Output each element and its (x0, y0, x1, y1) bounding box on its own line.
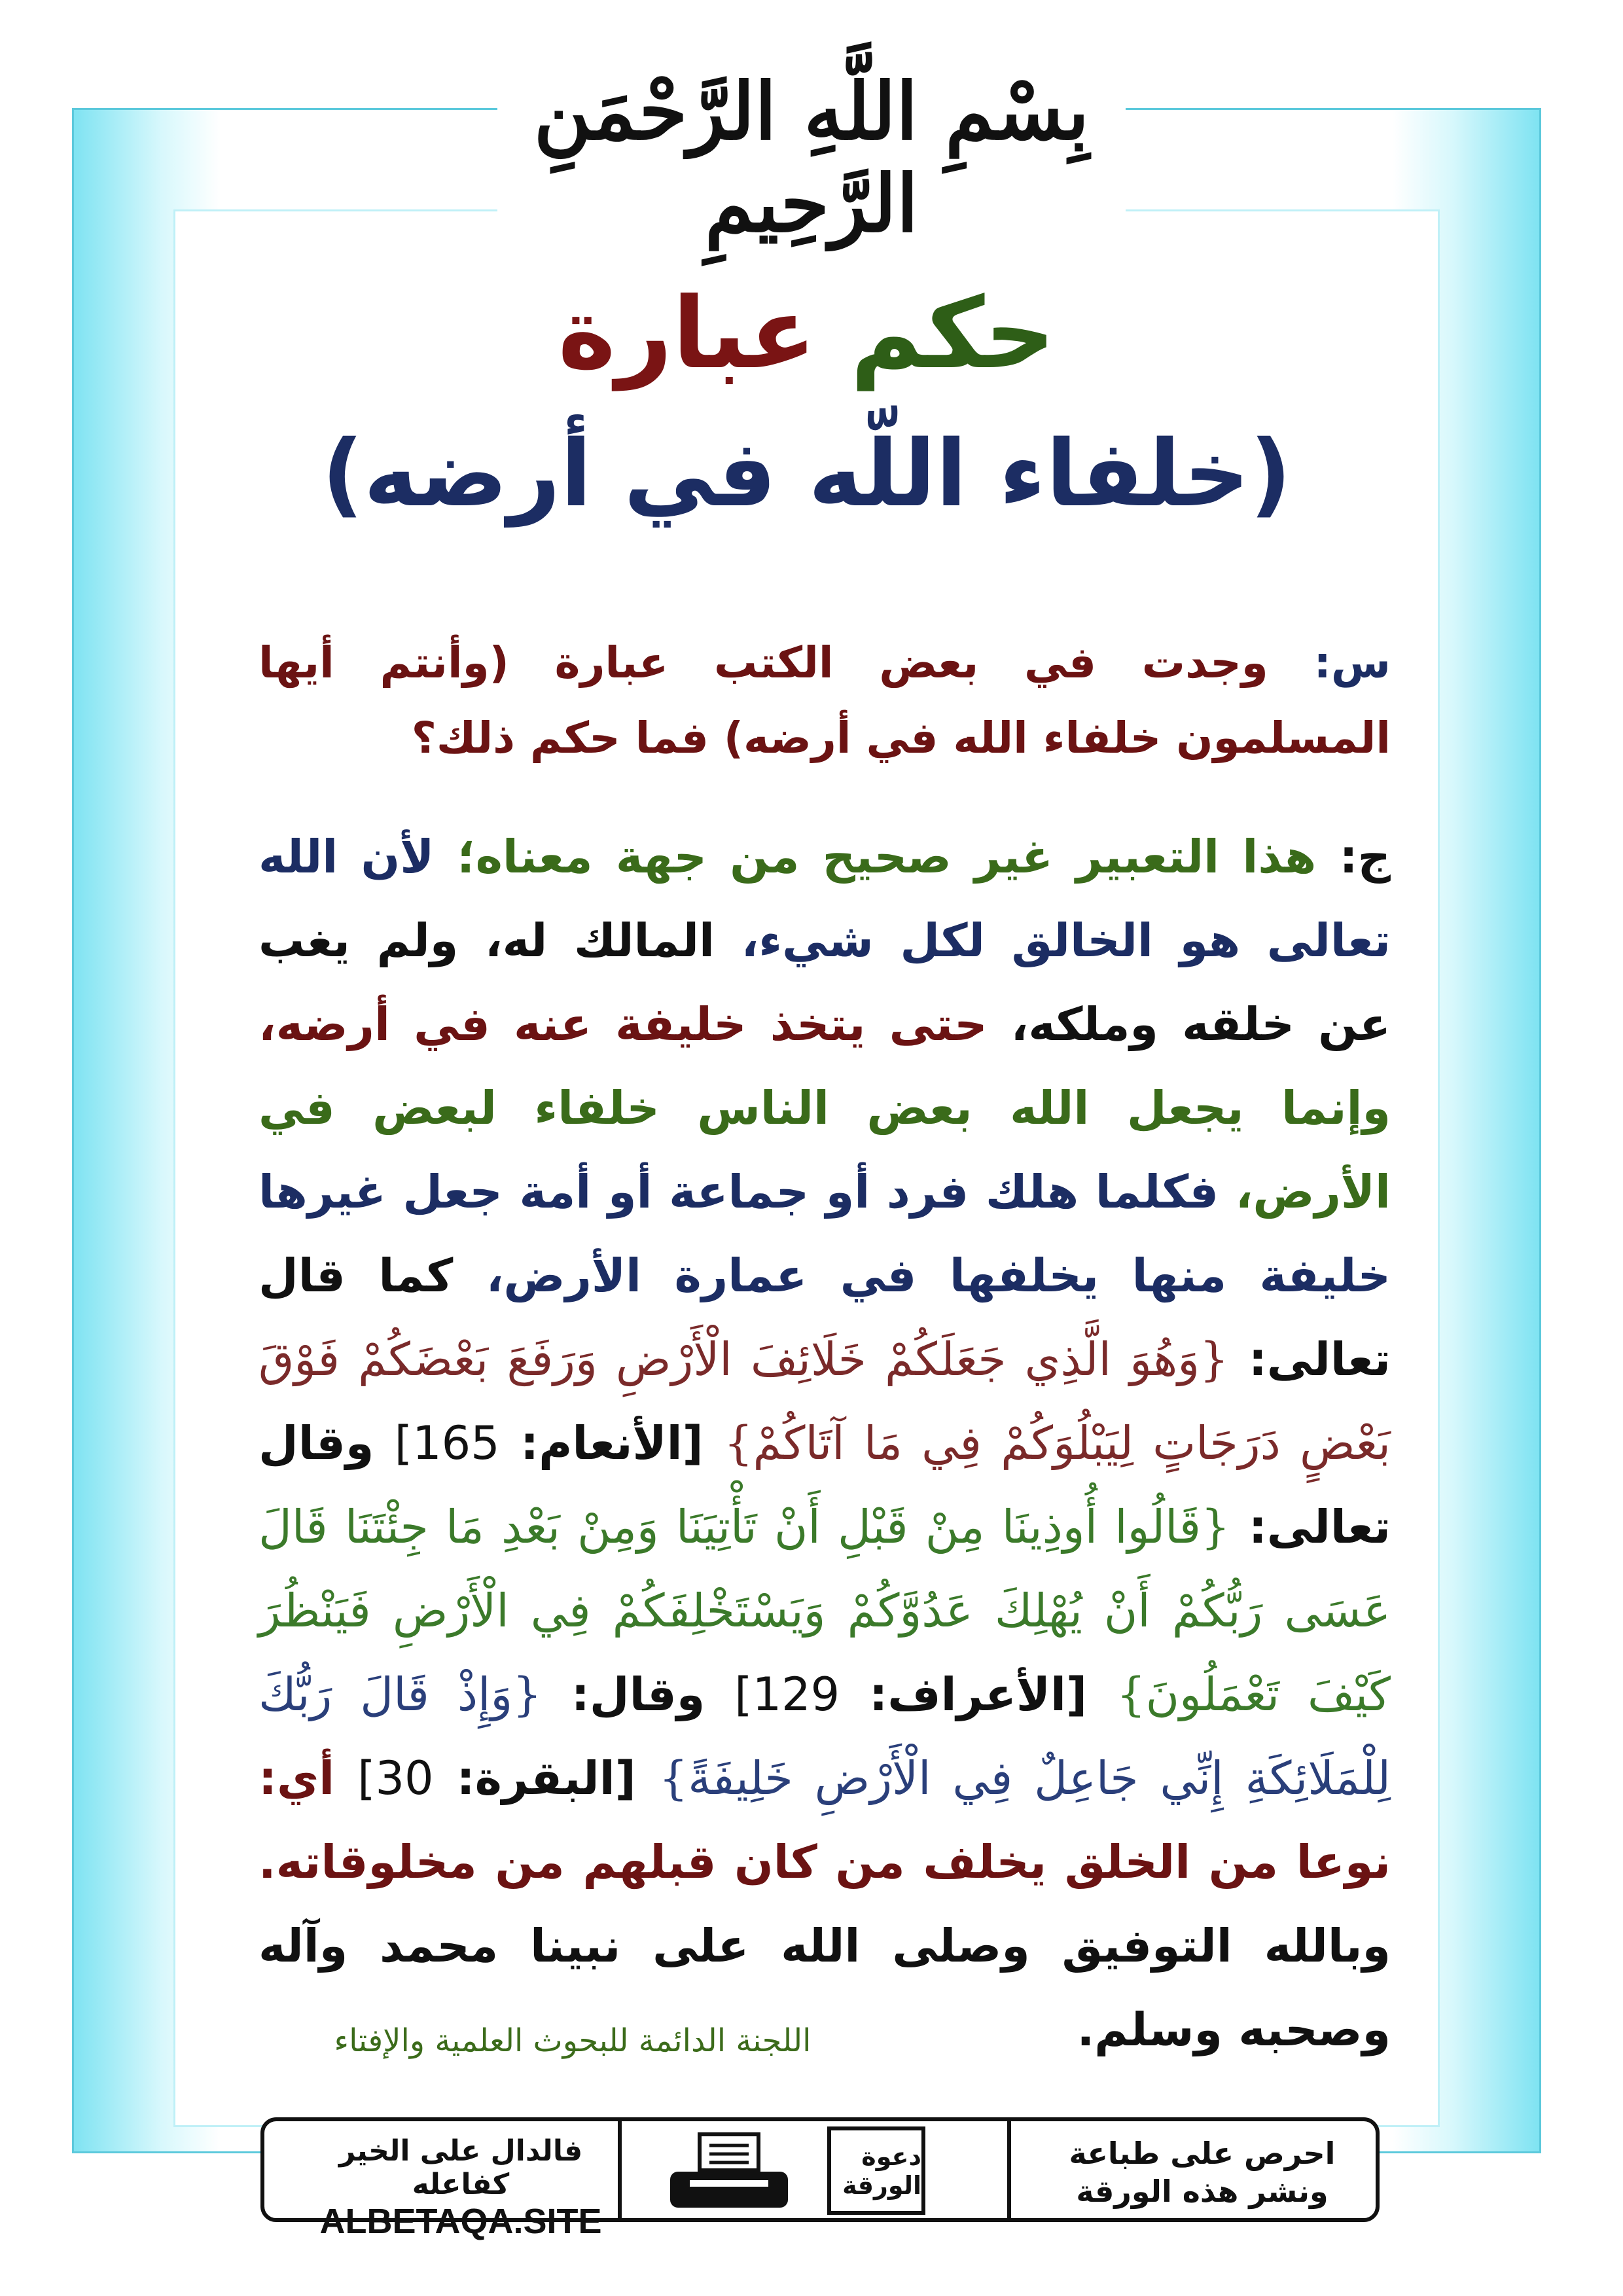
footer-banner (260, 2117, 1380, 2241)
answer-part-12: وبالله التوفيق وصلى الله على نبينا محمد وآله وصحبه وسلم. (259, 1919, 1391, 2056)
verse-ref-2-name: [الأعراف: (869, 1668, 1088, 1721)
signature: اللجنة الدائمة للبحوث العلمية والإفتاء (334, 2022, 812, 2059)
answer-paragraph (259, 815, 1391, 2072)
verse-ref-3-num: 30] (357, 1751, 434, 1805)
footer-left (297, 2134, 624, 2242)
title-word-2: عبارة (558, 277, 817, 391)
printer-icon (664, 2131, 794, 2213)
verse-ref-2-num: 129] (734, 1668, 840, 1721)
title-word-1: حكم (850, 277, 1056, 391)
footer-divider-right (1007, 2121, 1011, 2218)
page-title (173, 275, 1440, 393)
answer-part-3: المالك له، (485, 914, 715, 967)
verse-ref-1-name: [الأنعام: (520, 1416, 704, 1470)
answer-part-10: وقال: (571, 1668, 705, 1721)
basmala-header (497, 39, 1126, 250)
answer-prefix: ج: (1339, 830, 1391, 884)
quran-verse-1: {وَهُوَ الَّذِي جَعَلَكُمْ خَلَائِفَ الْأَرْضِ وَرَفَعَ بَعْضَكُمْ فَوْقَ بَعْضٍ دَرَجَاتٍ لِيَبْلُوَكُمْ فِي مَا آتَاكُمْ} (259, 1333, 1391, 1470)
footer-right-line-1: احرص على طباعة (1069, 2136, 1336, 2171)
quran-verse-2: {قَالُوا أُوذِينَا مِنْ قَبْلِ أَنْ تَأْتِيَنَا وَمِنْ بَعْدِ مَا جِئْتَنَا قَالَ عَسَى رَبُّكُمْ أَنْ يُهْلِكَ عَدُوَّكُمْ وَيَسْتَخْلِفَكُمْ فِي الْأَرْضِ فَيَنْظُرَ كَيْفَ تَعْمَلُونَ} (259, 1500, 1391, 1721)
answer-part-1: هذا التعبير غير صحيح من جهة معناه؛ (457, 830, 1317, 884)
footer-website: ALBETAQA.SITE (319, 2202, 602, 2241)
answer-part-6: وإنما يجعل الله بعض الناس خلفاء لبعض في الأرض، (259, 1081, 1391, 1219)
verse-ref-3-name: [البقرة: (456, 1751, 636, 1805)
footer-right-line-2: ونشر هذه الورقة (1076, 2174, 1329, 2209)
basmala-calligraphy: بِسْمِ اللَّهِ الرَّحْمَنِ الرَّحِيمِ (533, 65, 1090, 250)
quran-verse-3: {وَإِذْ قَالَ رَبُّكَ لِلْمَلَائِكَةِ إِنِّي جَاعِلٌ فِي الْأَرْضِ خَلِيفَةً} (259, 1668, 1391, 1805)
question-paragraph (259, 625, 1391, 776)
answer-part-9: وقال تعالى: (259, 1416, 1391, 1554)
footer-left-arabic: فالدال على الخير كفاعله (338, 2134, 583, 2201)
dawa-logo: دعوة الورقة (827, 2126, 925, 2215)
footer-right (1055, 2134, 1349, 2210)
question-text: وجدت في بعض الكتب عبارة (وأنتم أيها المسلمون خلفاء الله في أرضه) فما حكم ذلك؟ (259, 637, 1391, 763)
answer-part-2: لأن الله تعالى هو الخالق لكل شيء، (259, 830, 1391, 967)
answer-part-4: ولم يغب عن خلقه وملكه، (259, 914, 1391, 1051)
verse-ref-1-num: 165] (394, 1416, 500, 1470)
answer-part-11: أي: نوعا من الخلق يخلف من كان قبلهم من مخلوقاته. (259, 1751, 1391, 1889)
question-prefix: س: (1313, 637, 1391, 688)
answer-part-8: كما قال تعالى: (259, 1249, 1391, 1386)
answer-part-7: فكلما هلك فرد أو جماعة أو أمة جعل غيرها خليفة منها يخلفها في عمارة الأرض، (259, 1165, 1391, 1302)
page-subtitle: (خلفاء اللّه في أرضه) (321, 421, 1292, 528)
answer-part-5: حتى يتخذ خليفة عنه في أرضه، (259, 997, 988, 1051)
